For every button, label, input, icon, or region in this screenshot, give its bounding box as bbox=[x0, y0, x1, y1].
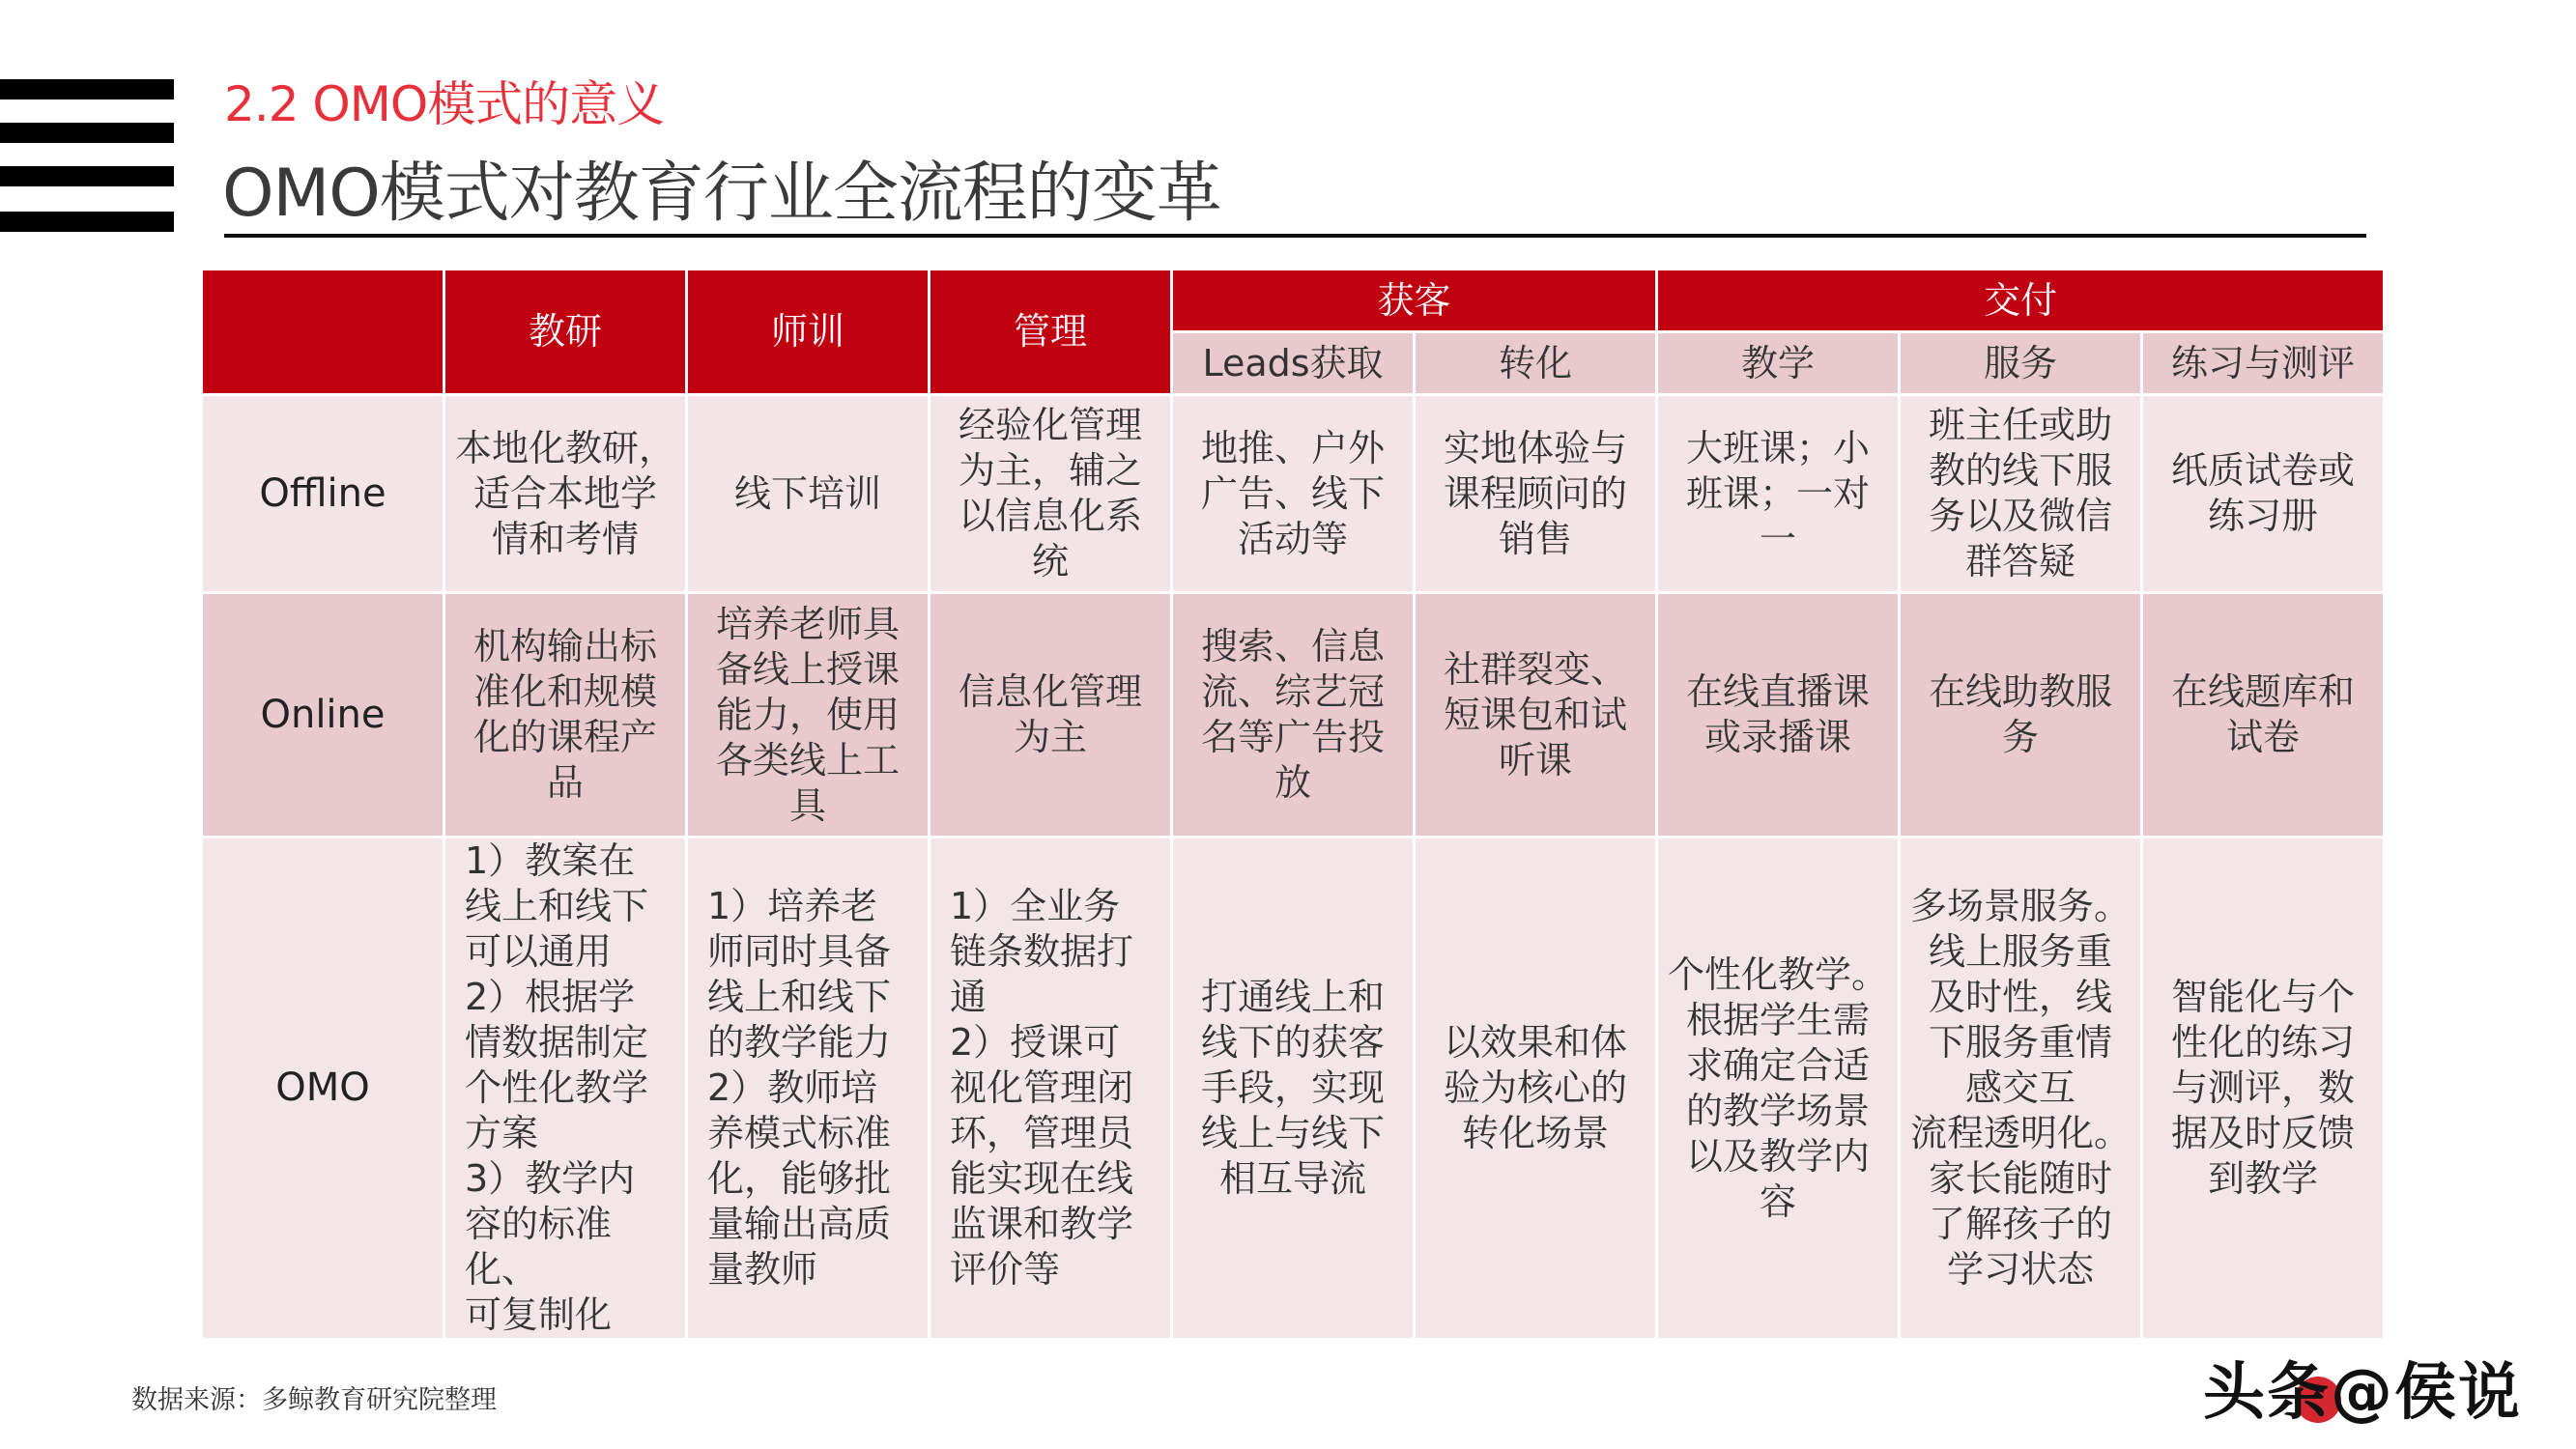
group-header-deliver: 交付 bbox=[1658, 270, 2383, 330]
col-header: Leads获取 bbox=[1173, 333, 1413, 393]
decor-stripe bbox=[0, 123, 174, 143]
page-title: OMO模式对教育行业全流程的变革 bbox=[222, 156, 1221, 232]
table-cell: 实地体验与 课程顾问的 销售 bbox=[1416, 396, 1655, 591]
row-label: Offline bbox=[203, 396, 443, 591]
col-header: 管理 bbox=[930, 270, 1170, 393]
col-header: 师训 bbox=[688, 270, 928, 393]
table-cell: 班主任或助 教的线下服 务以及微信 群答疑 bbox=[1901, 396, 2140, 591]
table-cell: 纸质试卷或 练习册 bbox=[2143, 396, 2383, 591]
watermark: 头条@侯说 bbox=[2203, 1357, 2522, 1429]
table-cell: 个性化教学。 根据学生需 求确定合适 的教学场景 以及教学内 容 bbox=[1658, 838, 1898, 1338]
table-cell: 社群裂变、 短课包和试 听课 bbox=[1416, 594, 1655, 836]
table-cell: 智能化与个 性化的练习 与测评，数 据及时反馈 到教学 bbox=[2143, 838, 2383, 1338]
col-header: 服务 bbox=[1901, 333, 2140, 393]
col-header: 教学 bbox=[1658, 333, 1898, 393]
table-cell: 在线助教服 务 bbox=[1901, 594, 2140, 836]
title-divider bbox=[224, 234, 2366, 238]
table-cell: 1）培养老 师同时具备 线上和线下 的教学能力 2）教师培 养模式标准 化，能够批 量输出高质 量教师 bbox=[688, 838, 928, 1338]
table-cell: 1）全业务 链条数据打 通 2）授课可 视化管理闭 环，管理员 能实现在线 监课和教学 评价等 bbox=[930, 838, 1170, 1338]
table-cell: 地推、户外 广告、线下 活动等 bbox=[1173, 396, 1413, 591]
table-cell: 本地化教研， 适合本地学 情和考情 bbox=[445, 396, 685, 591]
table-cell: 线下培训 bbox=[688, 396, 928, 591]
row-label: OMO bbox=[203, 838, 443, 1338]
table-cell: 培养老师具 备线上授课 能力，使用 各类线上工 具 bbox=[688, 594, 928, 836]
table-cell: 搜索、信息 流、综艺冠 名等广告投 放 bbox=[1173, 594, 1413, 836]
col-header: 练习与测评 bbox=[2143, 333, 2383, 393]
table-cell: 1）教案在 线上和线下 可以通用 2）根据学 情数据制定 个性化教学 方案 3）教学内 容的标准化、 可复制化 bbox=[445, 838, 685, 1338]
table-cell: 打通线上和 线下的获客 手段，实现 线上与线下 相互导流 bbox=[1173, 838, 1413, 1338]
decor-stripe bbox=[0, 166, 174, 186]
decor-stripe bbox=[0, 79, 174, 99]
table-cell: 机构输出标 准化和规模 化的课程产 品 bbox=[445, 594, 685, 836]
table-cell: 信息化管理 为主 bbox=[930, 594, 1170, 836]
table-cell: 以效果和体 验为核心的 转化场景 bbox=[1416, 838, 1655, 1338]
table-row-online bbox=[203, 594, 2383, 836]
data-source-note: 数据来源：多鲸教育研究院整理 bbox=[131, 1385, 497, 1415]
section-label: 2.2 OMO模式的意义 bbox=[224, 76, 665, 132]
table-row-offline bbox=[203, 396, 2383, 591]
group-header-acquire: 获客 bbox=[1173, 270, 1655, 330]
table-cell: 在线题库和 试卷 bbox=[2143, 594, 2383, 836]
table-row-omo bbox=[203, 838, 2383, 1338]
col-header: 转化 bbox=[1416, 333, 1655, 393]
table-cell: 多场景服务。 线上服务重 及时性，线 下服务重情 感交互 流程透明化。 家长能随时 了解孩子的 学习状态 bbox=[1901, 838, 2140, 1338]
decor-stripe bbox=[0, 212, 174, 232]
table-cell: 经验化管理 为主，辅之 以信息化系 统 bbox=[930, 396, 1170, 591]
corner-header bbox=[203, 270, 443, 393]
col-header: 教研 bbox=[445, 270, 685, 393]
row-label: Online bbox=[203, 594, 443, 836]
table-cell: 大班课；小 班课；一对 一 bbox=[1658, 396, 1898, 591]
omo-comparison-table bbox=[200, 268, 2386, 1341]
table-cell: 在线直播课 或录播课 bbox=[1658, 594, 1898, 836]
